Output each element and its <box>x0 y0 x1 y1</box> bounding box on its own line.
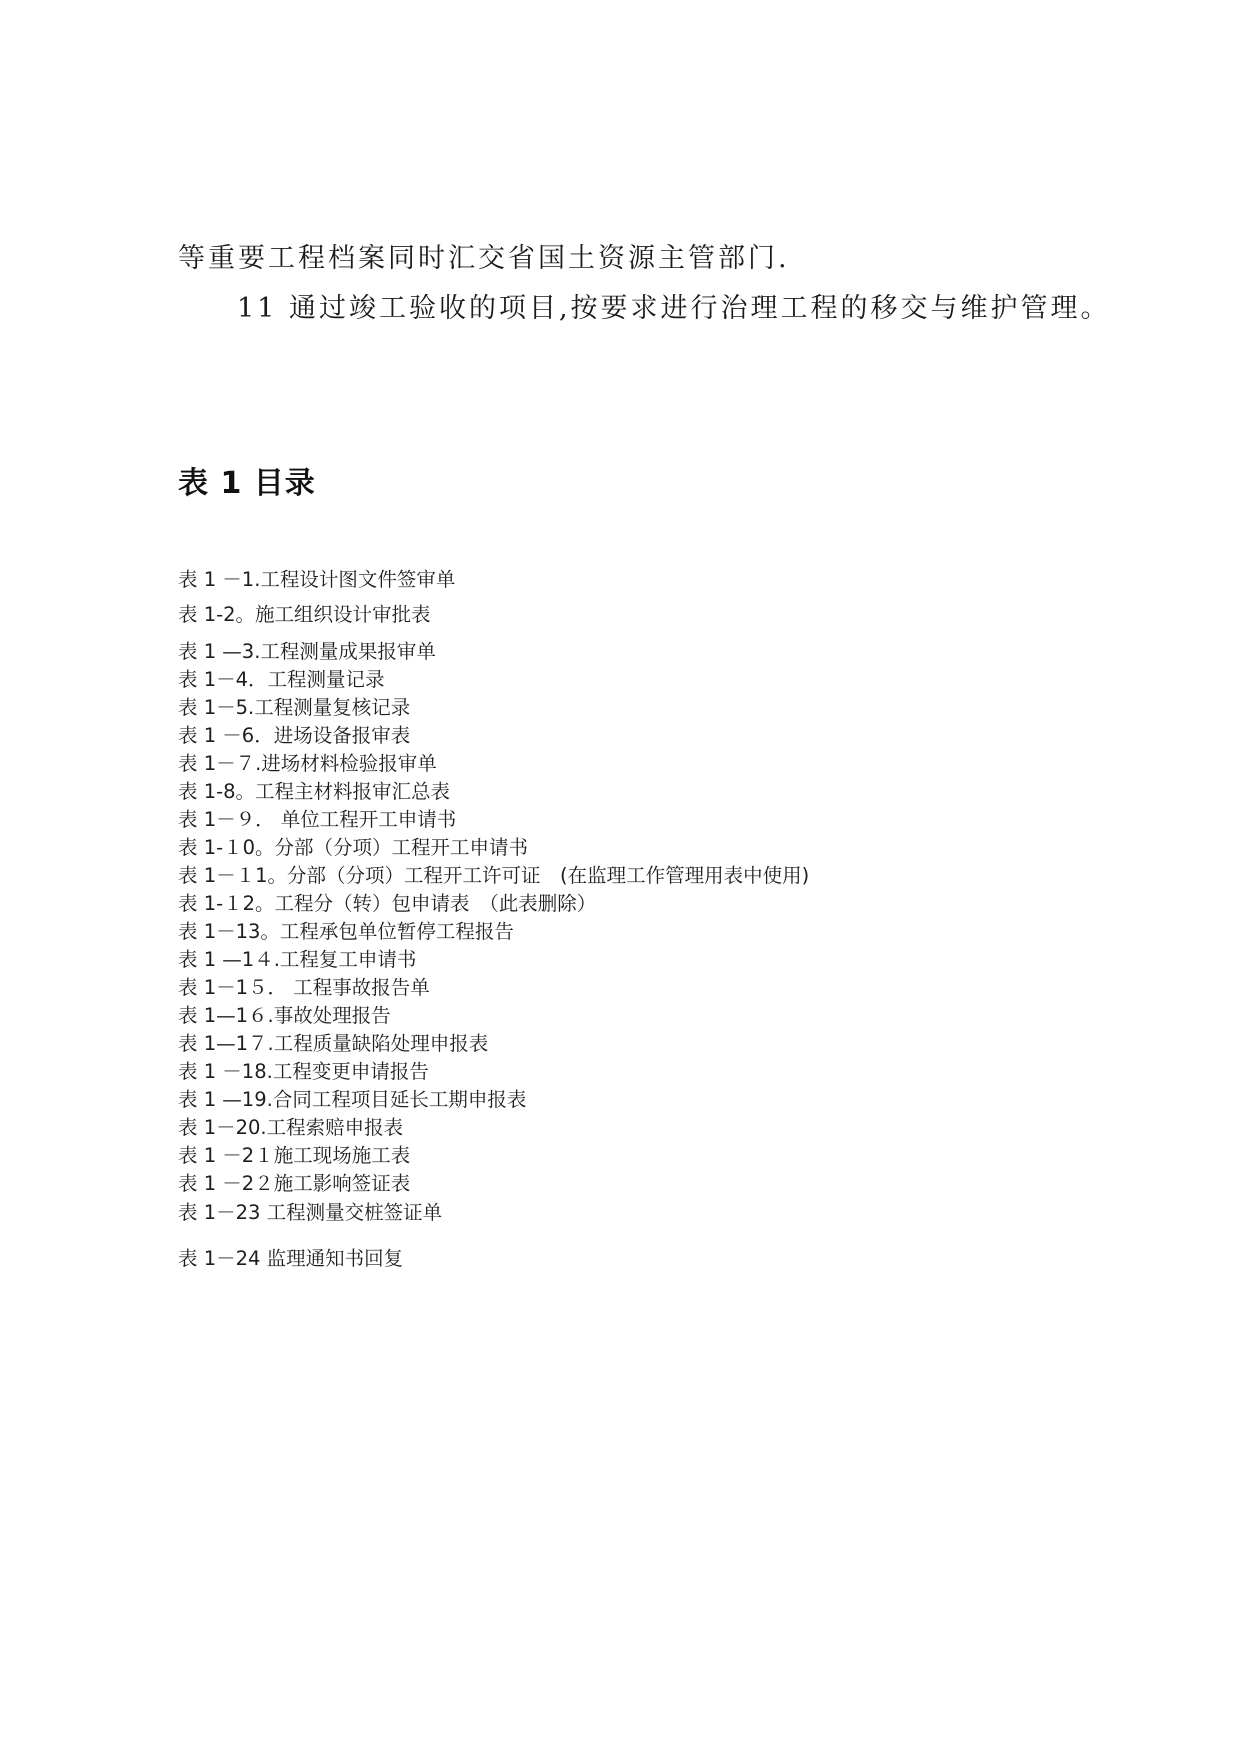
toc-item: 表 1－１1。分部（分项）工程开工许可证 (在监理工作管理用表中使用) <box>178 864 810 887</box>
toc-item: 表 1-１2。工程分（转）包申请表 （此表删除） <box>178 892 597 915</box>
toc-item: 表 1－1５． 工程事故报告单 <box>178 976 430 999</box>
toc-item: 表 1 —1４.工程复工申请书 <box>178 948 417 971</box>
toc-item: 表 1 —3.工程测量成果报审单 <box>178 640 436 663</box>
toc-item: 表 1 －1.工程设计图文件签审单 <box>178 568 456 591</box>
toc-item: 表 1－７.进场材料检验报审单 <box>178 752 437 775</box>
toc-item: 表 1－９． 单位工程开工申请书 <box>178 808 457 831</box>
toc-item: 表 1 －6．进场设备报审表 <box>178 724 411 747</box>
toc-item: 表 1—1７.工程质量缺陷处理申报表 <box>178 1032 489 1055</box>
toc-item: 表 1-8。工程主材料报审汇总表 <box>178 780 451 803</box>
toc-item: 表 1-１0。分部（分项）工程开工申请书 <box>178 836 529 859</box>
section-title: 表 1 目录 <box>178 466 316 501</box>
toc-item: 表 1－13。工程承包单位暂停工程报告 <box>178 920 514 943</box>
body-paragraph-continuation: 等重要工程档案同时汇交省国土资源主管部门. <box>178 243 790 274</box>
toc-item: 表 1－23 工程测量交桩签证单 <box>178 1201 443 1224</box>
toc-item: 表 1—1６.事故处理报告 <box>178 1004 391 1027</box>
toc-item: 表 1－5.工程测量复核记录 <box>178 696 411 719</box>
toc-item: 表 1－20.工程索赔申报表 <box>178 1116 404 1139</box>
toc-item: 表 1 —19.合同工程项目延长工期申报表 <box>178 1088 527 1111</box>
toc-item: 表 1-2。施工组织设计审批表 <box>178 603 431 626</box>
body-paragraph-clause-11: 11 通过竣工验收的项目,按要求进行治理工程的移交与维护管理。 <box>237 293 1111 324</box>
toc-item: 表 1 －2１施工现场施工表 <box>178 1144 411 1167</box>
toc-item: 表 1－4．工程测量记录 <box>178 668 385 691</box>
toc-item: 表 1－24 监理通知书回复 <box>178 1247 404 1270</box>
toc-item: 表 1 －18.工程变更申请报告 <box>178 1060 429 1083</box>
toc-item: 表 1 －2２施工影响签证表 <box>178 1172 411 1195</box>
